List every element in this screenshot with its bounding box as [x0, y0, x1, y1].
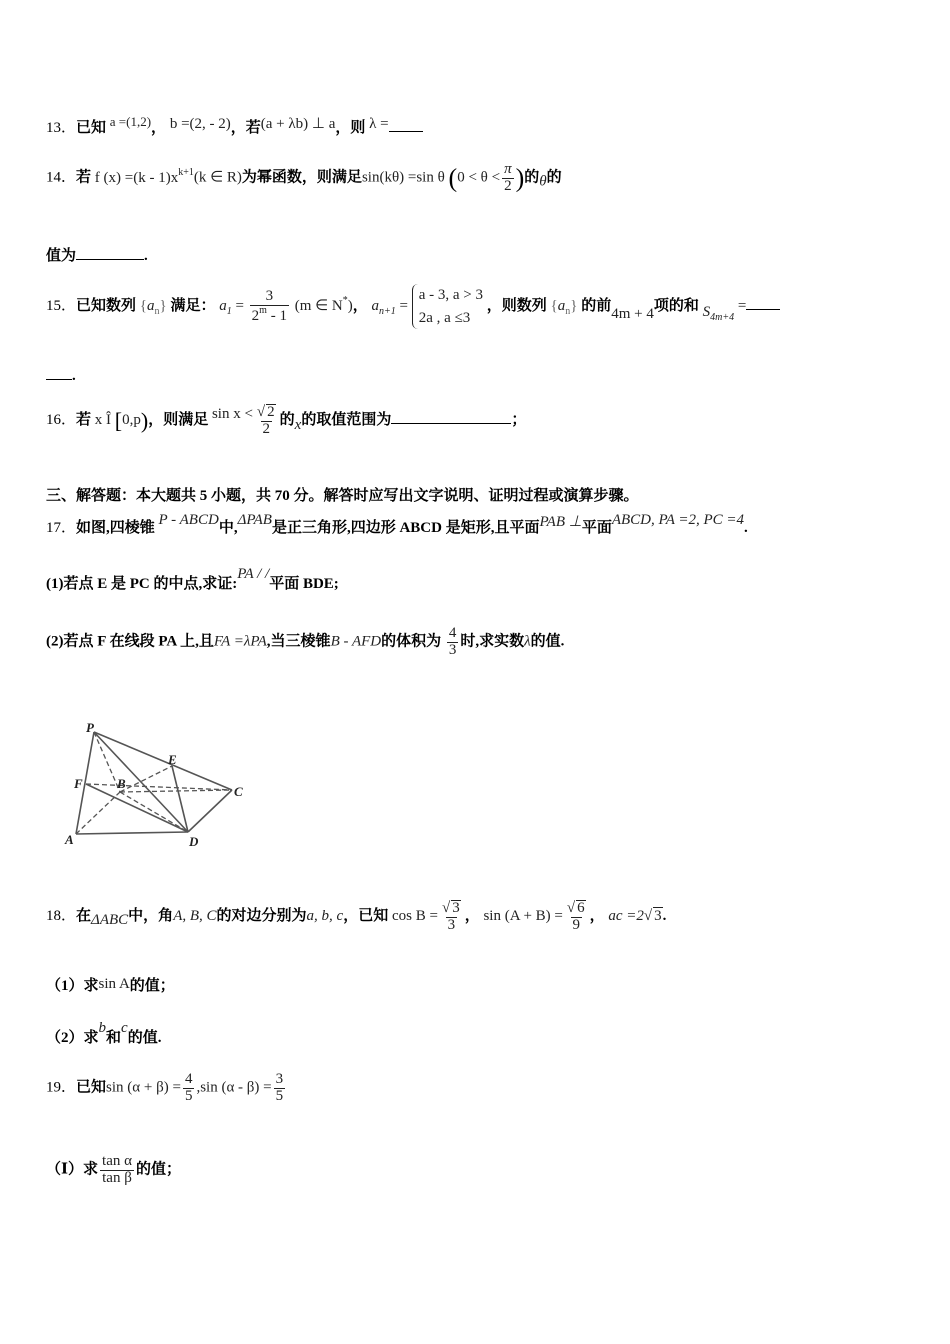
q18-comma-2: ， [589, 908, 605, 925]
q17-volume-fraction: $\frac{4}{3}$ [448, 625, 457, 658]
q18-c: c [121, 1020, 128, 1036]
pyramid-figure [62, 722, 262, 857]
q14-function: f $(x) =(k - 1)x^{k+1}$ [94, 166, 194, 186]
q15-condition: (m ∈ N*) [294, 294, 353, 314]
q13-vector-a: a =(1,2) [109, 114, 152, 129]
q17-text: 如图,四棱锥 [76, 520, 155, 536]
q18-sinab: sin (A + B) = [483, 908, 563, 925]
q14-answer-blank [76, 258, 144, 260]
q13-answer-blank [389, 130, 423, 132]
q16-text-4: 的取值范围为 [301, 412, 392, 429]
q14-equation: sin(kθ) =sin θ [361, 169, 445, 186]
q16-text: 若 [76, 412, 92, 429]
q13-vector-b: b =(2, - 2) [169, 116, 231, 132]
q18-period: . [662, 908, 667, 925]
q17-part2-text: (2)若点 F 在线段 PA 上,且 [46, 633, 214, 650]
q17-conditions: ABCD, PA =2, PC =4 [611, 512, 745, 528]
q13-perp: (a + λb) ⊥ a [260, 116, 336, 132]
q17-part1 [46, 566, 339, 593]
q19-part1-text-2: 的值； [135, 1161, 181, 1178]
q15-equals: = [235, 297, 244, 314]
q13-comma: ， [151, 120, 167, 136]
edge-dc [188, 790, 232, 832]
q15-sum: $S_{4m+4}$ [702, 303, 735, 323]
q15-answer-blank-2 [46, 378, 72, 380]
q15-equals-2: = [737, 297, 747, 314]
q17-part2 [46, 626, 564, 659]
q15-text-5: 项的和 [653, 297, 699, 314]
q18-ac-value: √ 3 [643, 908, 662, 925]
q17-part1-math: PA / / [237, 566, 270, 582]
q19-text: 已知 [76, 1079, 107, 1096]
q17-text-2: 中, [218, 520, 238, 536]
q18-comma: ， [464, 908, 480, 925]
q15-fraction: $\frac{3}{2^m - 1}$ [251, 287, 287, 324]
q13-text-if: ，若 [230, 120, 261, 136]
q19-line [46, 1072, 287, 1105]
q18-and: 和 [106, 1030, 122, 1046]
q17-period: . [744, 520, 748, 536]
q14-k-domain: (k ∈ R) [193, 169, 242, 186]
q15-text-2: 满足： [170, 297, 216, 314]
q18-part2-text: （2）求 [46, 1030, 99, 1046]
q16-line: 16．若 x Î [0,p)，则满足 sin x < $\frac{√ 2}{2}$ 的x的取值范围为 ； [46, 404, 527, 437]
q18-b: b [98, 1020, 107, 1036]
q18-part1-text-2: 的值； [129, 978, 175, 994]
q18-part1-text: （1）求 [46, 978, 99, 994]
q18-cosb: cos B = [391, 908, 438, 925]
q15-text: 已知数列 [76, 297, 137, 314]
q18-text-3: 的对边分别为 [216, 908, 307, 925]
q15-line: 15．已知数列 $\{a_n\}$ 满足： $a_1$ = $\frac{3}{2^m - 1}$ (m ∈ N*)， $a_{n+1}$ = a - 3, a > 3 2a , a ≤3 ，则数列 $\{a_n\}$ 的前4m + 4项的和 $S_{4m+4}$ = [46, 284, 780, 329]
q16-semicolon: ； [511, 412, 527, 429]
q18-ac: ac =2 [608, 908, 644, 925]
edge-bc [120, 790, 232, 792]
q16-x-in: x Î [94, 412, 112, 429]
q13-lambda: λ = [369, 116, 389, 132]
q17-part1-text: (1)若点 E 是 PC 的中点,求证: [46, 576, 238, 592]
q17-tetrahedron: B - AFD [330, 633, 382, 650]
q14-value-label: 值为 [46, 248, 77, 264]
q15-answer-blank [746, 308, 780, 310]
q17-plane-pab: PAB ⊥ [539, 514, 582, 530]
q14-theta: θ [539, 173, 547, 190]
q18-text-2: 中，角 [128, 908, 174, 925]
q18-sina: sin A [98, 976, 130, 992]
q15-piecewise: a - 3, a > 3 2a , a ≤3 [412, 284, 483, 329]
q17-triangle: ΔPAB [237, 512, 272, 528]
q17-line [46, 512, 748, 537]
q18-cosb-value: $\frac{√ 3}{3}$ [441, 900, 460, 933]
q13-line [46, 114, 423, 137]
edge-ad [76, 832, 188, 834]
q15-number: 15． [46, 297, 77, 314]
q15-text-3: ，则数列 [486, 297, 547, 314]
q18-sinab-value: $\frac{√ 6}{9}$ [566, 900, 585, 933]
q19-comma: , [196, 1079, 201, 1096]
q14-period: . [144, 248, 148, 264]
q18-line [46, 900, 666, 934]
q19-sin-sum: sin (α + β) = [106, 1079, 181, 1096]
q17-part2-text-4: 时,求实数 [460, 633, 525, 650]
q19-frac-2: $\frac{3}{5}$ [275, 1071, 284, 1104]
q18-part1 [46, 974, 175, 995]
edge-fc [86, 784, 232, 790]
q19-sin-diff: sin (α - β) = [200, 1079, 272, 1096]
q15-term-count: 4m + 4 [611, 305, 654, 322]
q19-frac-1: $\frac{4}{5}$ [184, 1071, 193, 1104]
q15-a1: $a_1$ [219, 297, 232, 317]
q15-comma: ， [352, 297, 368, 314]
q16-answer-blank [391, 422, 511, 424]
q13-number: 13． [46, 120, 77, 136]
q15-sequence: $\{a_n\}$ [139, 297, 167, 317]
q15-text-4: 的前 [581, 297, 612, 314]
q17-lambda: λ [524, 633, 531, 650]
q18-sides: a, b, c [306, 908, 344, 925]
q14-text-3: 的 [524, 169, 540, 186]
q14-text-4: 的 [546, 169, 562, 186]
q17-part2-text-2: ,当三棱锥 [266, 633, 331, 650]
q18-text: 在 [76, 908, 92, 925]
q14-right-paren: ) [515, 163, 525, 193]
q18-part2-text-2: 的值. [127, 1030, 162, 1046]
q16-interval: 0,p [122, 412, 141, 429]
q13-text-then: ，则 [335, 120, 366, 136]
label-f: F [74, 776, 83, 791]
label-e: E [168, 752, 177, 767]
q18-number: 18． [46, 908, 77, 925]
label-p: P [86, 722, 94, 735]
q15-period: . [72, 368, 76, 384]
q15-line-2 [46, 368, 76, 385]
edge-bd [120, 792, 188, 832]
q16-number: 16． [46, 412, 77, 429]
edge-ed [172, 766, 188, 832]
q14-line [46, 162, 562, 195]
q17-part2-text-3: 的体积为 [381, 633, 442, 650]
q18-part2 [46, 1020, 161, 1047]
q17-text-4: 平面 [581, 520, 612, 536]
q14-pi-over-2: $\frac{\pi}{2}$ [504, 161, 512, 194]
section-3-heading: 三、解答题：本大题共 5 小题，共 70 分。解答时应写出文字说明、证明过程或演算步骤。 [46, 488, 639, 504]
edge-pc [94, 732, 232, 790]
q16-x: x [294, 417, 302, 434]
q13-text: 已知 [76, 120, 107, 136]
q18-triangle: ΔABC [91, 912, 129, 929]
q17-pyramid: P - ABCD [158, 512, 219, 528]
q19-tan-ratio: $\frac{\text{tan α}}{\text{tan β}}$ [102, 1153, 132, 1186]
q19-number: 19． [46, 1079, 77, 1096]
q17-part1-text-2: 平面 BDE; [269, 576, 339, 592]
q14-left-paren: ( [448, 163, 458, 193]
q16-sqrt2-over-2: $\frac{√ 2}{2}$ [256, 404, 275, 437]
q16-inequality: sin x < [211, 406, 253, 423]
q14-condition: 0 < θ < [457, 169, 501, 186]
q19-part1-text: （Ⅰ）求 [46, 1161, 99, 1178]
edge-pd [94, 732, 188, 832]
q15-sequence-2: $\{a_n\}$ [550, 297, 578, 317]
q17-part2-math: FA =λPA [213, 633, 267, 650]
q14-text-2: 为幂函数，则满足 [241, 169, 362, 186]
q15-an1: $a_{n+1}$ [371, 297, 396, 317]
label-c: C [234, 784, 243, 799]
q19-part1 [46, 1154, 181, 1187]
q17-part2-text-5: 的值. [530, 633, 565, 650]
label-a: A [65, 832, 74, 847]
q16-text-2: ，则满足 [148, 412, 209, 429]
label-d: D [189, 834, 199, 849]
q14-line-2 [46, 244, 148, 265]
q14-number: 14． [46, 169, 77, 186]
q17-text-3: 是正三角形,四边形 ABCD 是矩形,且平面 [271, 520, 540, 536]
q14-text: 若 [76, 169, 92, 186]
q17-number: 17． [46, 520, 77, 536]
q18-text-4: ，已知 [343, 908, 389, 925]
q18-angles: A, B, C [173, 908, 217, 925]
q16-text-3: 的 [279, 412, 295, 429]
label-b: B [117, 776, 126, 791]
